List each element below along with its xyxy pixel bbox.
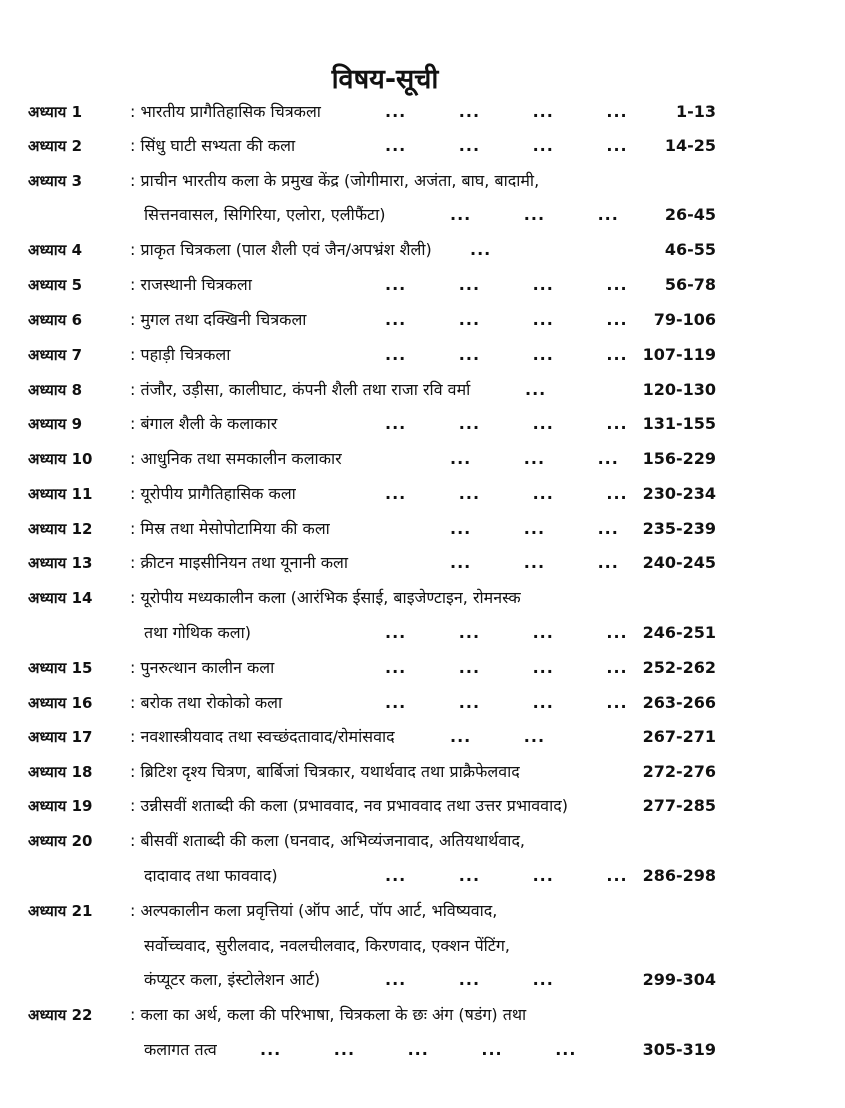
toc-entry — [0, 826, 780, 856]
toc-entry-continuation — [0, 965, 780, 995]
dot-leader: ... ... ... — [450, 519, 619, 538]
chapter-title-line: : पहाड़ी चित्रकला — [130, 345, 231, 364]
toc-entry — [0, 235, 780, 265]
chapter-label: अध्याय 9 — [28, 415, 83, 433]
chapter-title-line: कलागत तत्व — [144, 1040, 217, 1059]
toc-entry — [0, 340, 780, 370]
toc-entry — [0, 375, 780, 405]
toc-entry — [0, 1000, 780, 1030]
toc-entry — [0, 791, 780, 821]
dot-leader: ... ... ... — [450, 553, 619, 572]
dot-leader: ... ... ... ... — [385, 102, 628, 121]
chapter-label: अध्याय 4 — [28, 241, 83, 259]
chapter-title-line: : यूरोपीय प्रागैतिहासिक कला — [130, 484, 296, 503]
page-range: 235-239 — [642, 519, 716, 538]
chapter-label: अध्याय 13 — [28, 554, 93, 572]
chapter-label: अध्याय 22 — [28, 1006, 93, 1024]
dot-leader: ... ... — [450, 727, 546, 746]
dot-leader: ... ... ... ... — [385, 866, 628, 885]
chapter-label: अध्याय 3 — [28, 172, 83, 190]
page-range: 26-45 — [664, 205, 716, 224]
dot-leader: ... ... ... ... — [385, 658, 628, 677]
page-range: 131-155 — [642, 414, 716, 433]
toc-entry-continuation — [0, 861, 780, 891]
chapter-title-line: : कला का अर्थ, कला की परिभाषा, चित्रकला के छः अंग (षडंग) तथा — [130, 1005, 527, 1024]
chapter-label: अध्याय 1 — [28, 103, 83, 121]
chapter-label: अध्याय 2 — [28, 137, 83, 155]
page-range: 14-25 — [664, 136, 716, 155]
page-range: 263-266 — [642, 693, 716, 712]
chapter-title-line: : प्राकृत चित्रकला (पाल शैली एवं जैन/अपभ्रंश शैली) — [130, 240, 432, 259]
dot-leader: ... ... ... ... ... — [260, 1040, 577, 1059]
chapter-label: अध्याय 12 — [28, 520, 93, 538]
page-range: 240-245 — [642, 553, 716, 572]
chapter-label: अध्याय 19 — [28, 797, 93, 815]
toc-entry — [0, 479, 780, 509]
chapter-title-line: सर्वोच्चवाद, सुरीलवाद, नवलचीलवाद, किरणवाद, एक्शन पेंटिंग, — [144, 936, 510, 955]
chapter-title-line: : तंजौर, उड़ीसा, कालीघाट, कंपनी शैली तथा राजा रवि वर्मा — [130, 380, 471, 399]
chapter-label: अध्याय 17 — [28, 728, 93, 746]
chapter-label: अध्याय 15 — [28, 659, 93, 677]
page-range: 252-262 — [642, 658, 716, 677]
page-range: 299-304 — [642, 970, 716, 989]
chapter-label: अध्याय 8 — [28, 381, 83, 399]
chapter-title-line: : राजस्थानी चित्रकला — [130, 275, 252, 294]
toc-entry — [0, 583, 780, 613]
toc-entry-continuation — [0, 931, 780, 961]
page-range: 46-55 — [664, 240, 716, 259]
toc-entry — [0, 688, 780, 718]
chapter-title-line: : अल्पकालीन कला प्रवृत्तियां (ऑप आर्ट, पॉप आर्ट, भविष्यवाद, — [130, 901, 498, 920]
chapter-title-line: दादावाद तथा फाववाद) — [144, 866, 278, 885]
page-range: 246-251 — [642, 623, 716, 642]
dot-leader: ... — [525, 380, 547, 399]
toc-entry — [0, 305, 780, 335]
toc-entry — [0, 444, 780, 474]
dot-leader: ... ... ... ... — [385, 623, 628, 642]
chapter-title-line: कंप्यूटर कला, इंस्टोलेशन आर्ट) — [144, 970, 321, 989]
chapter-label: अध्याय 5 — [28, 276, 83, 294]
chapter-label: अध्याय 6 — [28, 311, 83, 329]
chapter-title-line: : आधुनिक तथा समकालीन कलाकार — [130, 449, 342, 468]
page-range: 1-13 — [675, 102, 716, 121]
chapter-title-line: : ब्रिटिश दृश्य चित्रण, बार्बिजां चित्रकार, यथार्थवाद तथा प्राक्रैफेलवाद — [130, 762, 520, 781]
chapter-title-line: तथा गोथिक कला) — [144, 623, 251, 642]
page-range: 267-271 — [642, 727, 716, 746]
dot-leader: ... ... ... ... — [385, 310, 628, 329]
toc-entry — [0, 757, 780, 787]
chapter-title-line: : क्रीटन माइसीनियन तथा यूनानी कला — [130, 553, 349, 572]
toc-entry-continuation — [0, 1035, 780, 1065]
chapter-label: अध्याय 11 — [28, 485, 93, 503]
dot-leader: ... ... ... ... — [385, 484, 628, 503]
dot-leader: ... — [470, 240, 492, 259]
chapter-label: अध्याय 16 — [28, 694, 93, 712]
page-range: 107-119 — [642, 345, 716, 364]
chapter-title-line: : सिंधु घाटी सभ्यता की कला — [130, 136, 296, 155]
page-range: 79-106 — [653, 310, 716, 329]
page-range: 56-78 — [664, 275, 716, 294]
chapter-title-line: : बरोक तथा रोकोको कला — [130, 693, 283, 712]
chapter-title-line: : उन्नीसवीं शताब्दी की कला (प्रभाववाद, नव प्रभाववाद तथा उत्तर प्रभाववाद) — [130, 796, 568, 815]
chapter-label: अध्याय 10 — [28, 450, 93, 468]
chapter-title-line: : यूरोपीय मध्यकालीन कला (आरंभिक ईसाई, बाइजेण्टाइन, रोमनस्क — [130, 588, 521, 607]
toc-entry-continuation — [0, 200, 780, 230]
dot-leader: ... ... ... — [385, 970, 554, 989]
page-range: 272-276 — [642, 762, 716, 781]
dot-leader: ... ... ... ... — [385, 345, 628, 364]
dot-leader: ... ... ... ... — [385, 136, 628, 155]
chapter-title-line: : भारतीय प्रागैतिहासिक चित्रकला — [130, 102, 321, 121]
page-range: 286-298 — [642, 866, 716, 885]
chapter-label: अध्याय 14 — [28, 589, 93, 607]
chapter-title-line: : बंगाल शैली के कलाकार — [130, 414, 278, 433]
page-range: 156-229 — [642, 449, 716, 468]
chapter-label: अध्याय 21 — [28, 902, 93, 920]
dot-leader: ... ... ... ... — [385, 693, 628, 712]
page-title: विषय-सूची — [331, 64, 439, 95]
chapter-title-line: : नवशास्त्रीयवाद तथा स्वच्छंदतावाद/रोमांसवाद — [130, 727, 395, 746]
toc-entry — [0, 514, 780, 544]
toc-entry — [0, 548, 780, 578]
page-range: 305-319 — [642, 1040, 716, 1059]
chapter-label: अध्याय 7 — [28, 346, 83, 364]
chapter-title-line: : बीसवीं शताब्दी की कला (घनवाद, अभिव्यंजनावाद, अतियथार्थवाद, — [130, 831, 526, 850]
dot-leader: ... ... ... ... — [385, 414, 628, 433]
page-range: 230-234 — [642, 484, 716, 503]
chapter-title-line: : पुनरुत्थान कालीन कला — [130, 658, 275, 677]
toc-entry — [0, 270, 780, 300]
chapter-title-line: : मिस्र तथा मेसोपोटामिया की कला — [130, 519, 330, 538]
chapter-label: अध्याय 20 — [28, 832, 93, 850]
toc-entry — [0, 896, 780, 926]
toc-entry-continuation — [0, 618, 780, 648]
chapter-title-line: : प्राचीन भारतीय कला के प्रमुख केंद्र (जोगीमारा, अजंता, बाघ, बादामी, — [130, 171, 540, 190]
toc-entry — [0, 97, 780, 127]
page-range: 277-285 — [642, 796, 716, 815]
toc-entry — [0, 166, 780, 196]
dot-leader: ... ... ... — [450, 205, 619, 224]
toc-entry — [0, 131, 780, 161]
dot-leader: ... ... ... — [450, 449, 619, 468]
dot-leader: ... ... ... ... — [385, 275, 628, 294]
toc-entry — [0, 722, 780, 752]
toc-entry — [0, 653, 780, 683]
chapter-title-line: : मुगल तथा दक्खिनी चित्रकला — [130, 310, 307, 329]
page-range: 120-130 — [642, 380, 716, 399]
chapter-title-line: सित्तनवासल, सिगिरिया, एलोरा, एलीफैंटा) — [144, 205, 386, 224]
chapter-label: अध्याय 18 — [28, 763, 93, 781]
toc-entry — [0, 409, 780, 439]
